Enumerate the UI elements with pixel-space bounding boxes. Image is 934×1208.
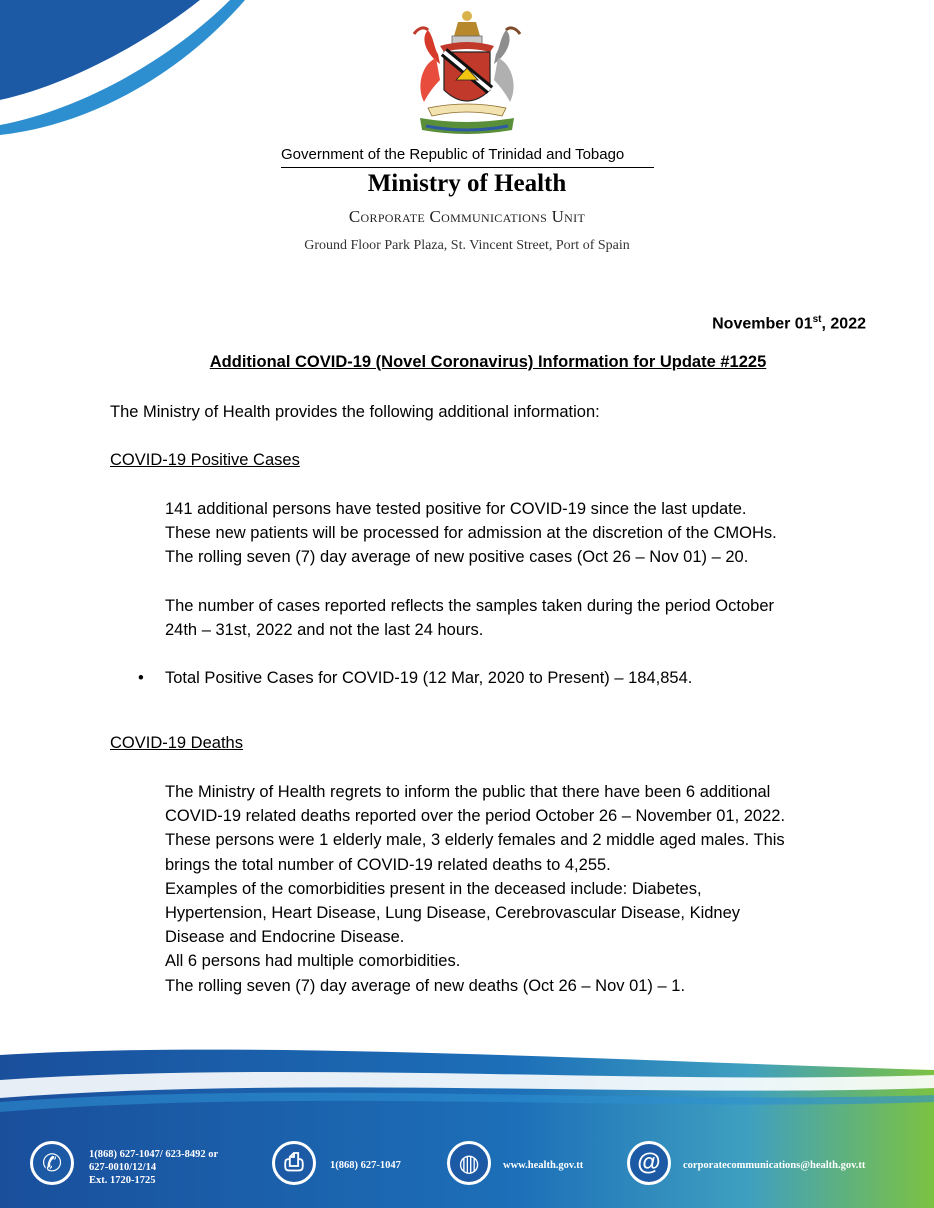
globe-icon: ◍ <box>447 1141 491 1185</box>
text-line: The rolling seven (7) day average of new positive cases (Oct 26 – Nov 01) – 20. <box>165 548 749 567</box>
phone-icon: ✆ <box>30 1141 74 1185</box>
date-year: , 2022 <box>821 315 866 333</box>
header-swoosh <box>0 0 260 140</box>
text-line: These new patients will be processed for admission at the discretion of the CMOHs. <box>165 524 777 543</box>
text-line: The rolling seven (7) day average of new deaths (Oct 26 – Nov 01) – 1. <box>165 976 686 995</box>
text-line: Disease and Endocrine Disease. <box>165 928 405 947</box>
date-day: November 01 <box>712 315 813 333</box>
intro-text: The Ministry of Health provides the following additional information: <box>110 403 600 421</box>
footer-email[interactable]: corporatecommunications@health.gov.tt <box>683 1160 866 1171</box>
total-cases-bullet <box>138 669 692 688</box>
government-name: Government of the Republic of Trinidad and Tobago <box>281 146 625 163</box>
office-address: Ground Floor Park Plaza, St. Vincent Street, Port of Spain <box>304 238 630 253</box>
coat-of-arms-logo <box>398 8 536 140</box>
at-icon: @ <box>627 1141 671 1185</box>
deaths-heading: COVID-19 Deaths <box>110 734 243 752</box>
positive-cases-paragraph <box>165 497 885 570</box>
phone-line: 1(868) 627-1047/ 623-8492 or <box>89 1149 219 1160</box>
phone-line: Ext. 1720-1725 <box>89 1175 156 1186</box>
footer-phone <box>89 1148 218 1187</box>
footer-website[interactable]: www.health.gov.tt <box>503 1160 584 1171</box>
text-line: Examples of the comorbidities present in the deceased include: Diabetes, <box>165 879 702 898</box>
deaths-paragraph <box>165 780 885 998</box>
text-line: COVID-19 related deaths reported over the period October 26 – November 01, 2022. <box>165 807 786 826</box>
bullet-icon: • <box>138 669 144 687</box>
text-line: The Ministry of Health regrets to inform the public that there have been 6 additional <box>165 783 771 801</box>
unit-name: Corporate Communications Unit <box>348 207 586 226</box>
text-line: These persons were 1 elderly male, 3 elderly females and 2 middle aged males. This <box>165 831 785 850</box>
fax-icon: ⎙ <box>272 1141 316 1185</box>
ministry-name: Ministry of Health <box>367 170 567 197</box>
text-line: All 6 persons had multiple comorbidities. <box>165 952 461 971</box>
header-rule <box>281 167 654 168</box>
footer-fax: 1(868) 627-1047 <box>330 1160 401 1171</box>
release-date <box>712 314 866 333</box>
text-line: 141 additional persons have tested positive for COVID-19 since the last update. <box>165 500 747 518</box>
total-cases-text: Total Positive Cases for COVID-19 (12 Mar, 2020 to Present) – 184,854. <box>165 669 693 687</box>
text-line: The number of cases reported reflects the samples taken during the period October <box>165 597 774 615</box>
text-line: 24th – 31st, 2022 and not the last 24 hours. <box>165 621 484 640</box>
date-ordinal: st <box>812 314 822 325</box>
text-line: brings the total number of COVID-19 related deaths to 4,255. <box>165 855 611 874</box>
phone-line: 627-0010/12/14 <box>89 1162 157 1173</box>
text-line: Hypertension, Heart Disease, Lung Disease, Cerebrovascular Disease, Kidney <box>165 904 741 923</box>
sampling-note-paragraph <box>165 594 885 642</box>
positive-cases-heading: COVID-19 Positive Cases <box>110 451 300 469</box>
document-title: Additional COVID-19 (Novel Coronavirus) Information for Update #1225 <box>209 353 767 371</box>
